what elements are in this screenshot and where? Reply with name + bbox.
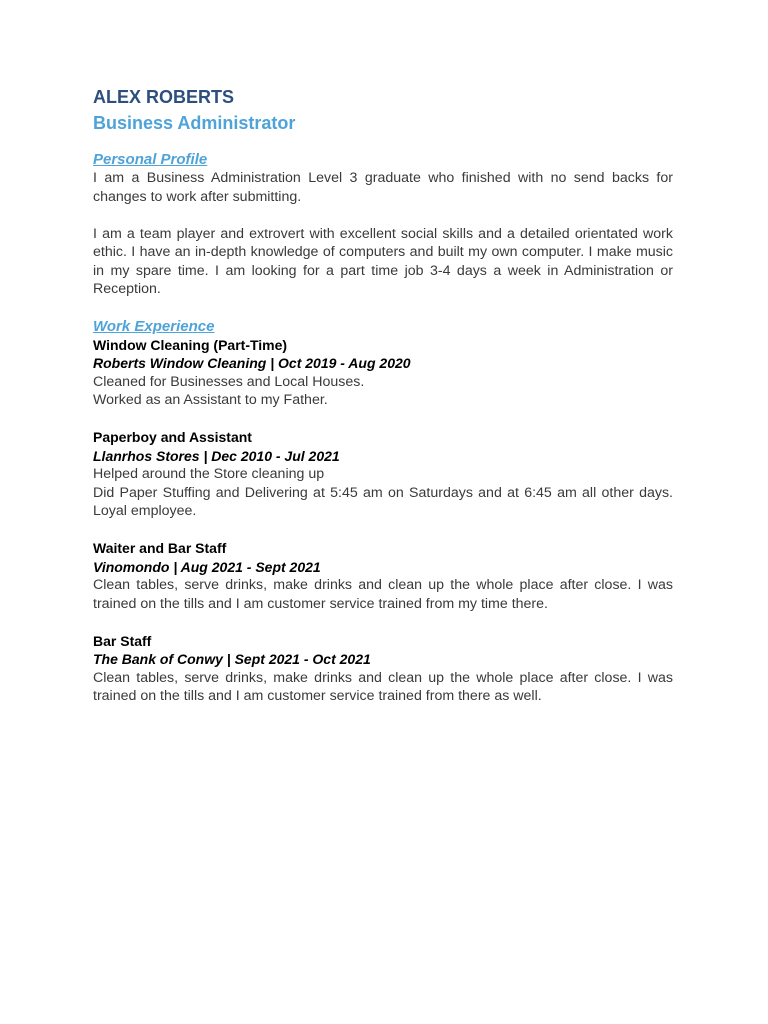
job-description-line: Clean tables, serve drinks, make drinks and clean up the whole place after close. I was trained on the tills and I am customer service trained from there as well. <box>93 669 673 704</box>
work-experience-heading: Work Experience <box>93 317 215 335</box>
job-entry <box>93 539 673 613</box>
job-employer-dates: Vinomondo | Aug 2021 - Sept 2021 <box>93 558 321 575</box>
job-entry <box>93 428 673 521</box>
job-title: Paperboy and Assistant <box>93 429 252 445</box>
job-description-line: Worked as an Assistant to my Father. <box>93 392 328 408</box>
job-employer-dates: The Bank of Conwy | Sept 2021 - Oct 2021 <box>93 651 371 667</box>
profile-paragraph: I am a Business Administration Level 3 graduate who finished with no send backs for changes to work after submitting. <box>93 170 673 205</box>
job-description-line: Helped around the Store cleaning up <box>93 466 325 482</box>
job-description-line: Did Paper Stuffing and Delivering at 5:45 am on Saturdays and at 6:45 am all other days. Loyal employee. <box>93 484 673 519</box>
job-entry <box>93 632 673 706</box>
job-title: Window Cleaning (Part-Time) <box>93 336 288 353</box>
job-employer-dates: Llanrhos Stores | Dec 2010 - Jul 2021 <box>93 447 340 464</box>
job-title: Waiter and Bar Staff <box>93 540 227 556</box>
job-description-line: Cleaned for Businesses and Local Houses. <box>93 373 365 390</box>
profile-paragraph: I am a team player and extrovert with excellent social skills and a detailed orientated work ethic. I have an in-depth knowledge of computers and built my own computer. I make music in my spare time. I am looking for a part time job 3-4 days a week in Administration or Reception. <box>93 225 673 297</box>
candidate-name: ALEX ROBERTS <box>93 87 235 107</box>
personal-profile-heading: Personal Profile <box>93 151 208 168</box>
job-employer-dates: Roberts Window Cleaning | Oct 2019 - Aug 2020 <box>93 355 411 371</box>
job-title: Bar Staff <box>93 632 152 649</box>
job-entry <box>93 336 673 410</box>
work-experience-section <box>93 336 673 706</box>
personal-profile-section <box>93 169 673 299</box>
resume-page <box>93 86 673 706</box>
job-role: Business Administrator <box>93 113 296 133</box>
job-description-line: Clean tables, serve drinks, make drinks and clean up the whole place after close. I was trained on the tills and I am customer service trained from my time there. <box>93 577 673 612</box>
